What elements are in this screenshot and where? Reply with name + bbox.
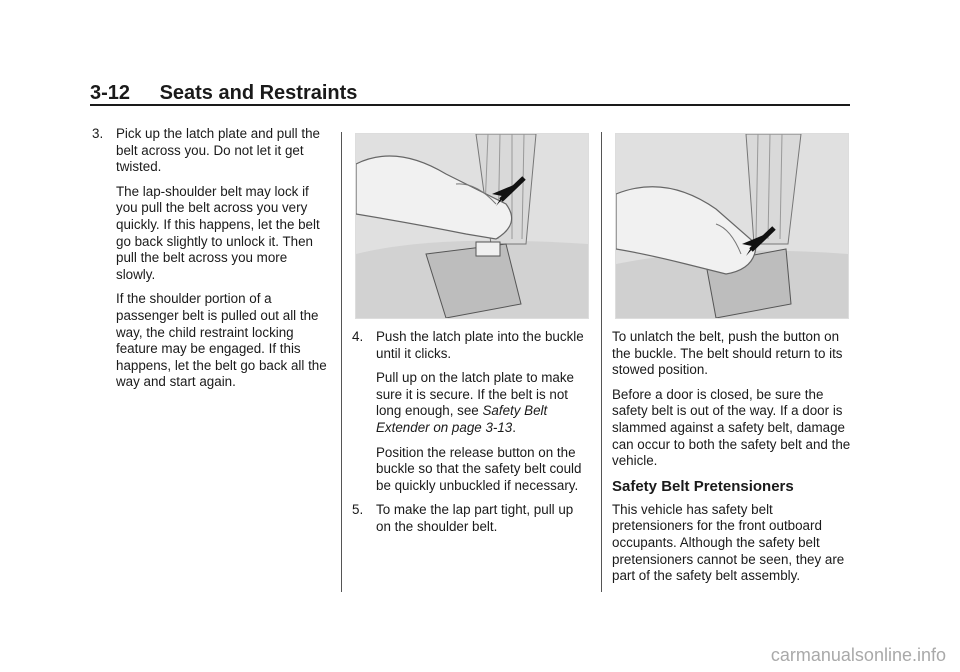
watermark-brand: carmanualsonline.info (770, 645, 946, 665)
step-4 (352, 329, 590, 362)
step-number: 5. (352, 502, 364, 518)
column-1 (92, 126, 330, 399)
step-text: Pick up the latch plate and pull the belt across you. Do not let it get twisted. (116, 126, 320, 175)
page-number: 3-12 (90, 82, 131, 104)
paragraph: The lap-shoulder belt may lock if you pull the belt across you very quickly. If this happens, let the belt go back slightly to unlock it. Then pull the belt across you more slowly. (116, 183, 320, 282)
paragraph: To unlatch the belt, push the button on the buckle. The belt should return to its stowed position. (612, 329, 843, 378)
section-heading: Safety Belt Pretensioners (612, 477, 794, 495)
paragraph: Position the release button on the buckle so that the safety belt could be quickly unbuckled if necessary. (376, 444, 582, 493)
paragraph: This vehicle has safety belt pretensioners for the front outboard occupants. Although the safety belt pretensioners cannot be seen, they are part of the safety belt assembly. (612, 501, 845, 584)
column-3 (612, 133, 852, 593)
column-divider (601, 132, 602, 592)
paragraph: Pull up on the latch plate to make sure it is secure. If the belt is not long enough, see Safety Belt Extender on page 3-13. (376, 370, 575, 435)
release-illustration (616, 134, 848, 318)
column-divider (341, 132, 342, 592)
section-title: Seats and Restraints (159, 82, 358, 104)
paragraph: If the shoulder portion of a passenger belt is pulled out all the way, the child restraint locking feature may be engaged. If this happens, let the belt go back all the way and start again. (116, 291, 327, 390)
release-button-figure (615, 133, 849, 319)
paragraph: Before a door is closed, be sure the safety belt is out of the way. If a door is slammed against a safety belt, damage can occur to both the safety belt and the vehicle. (612, 386, 851, 469)
step-text: Push the latch plate into the buckle until it clicks. (376, 329, 584, 361)
step-number: 3. (92, 126, 104, 141)
header-rule (90, 104, 850, 106)
step-3 (92, 126, 330, 176)
step-number: 4. (352, 329, 364, 344)
buckle-illustration (356, 134, 588, 318)
cross-reference-link[interactable]: Safety Belt Extender on page 3-13 (376, 403, 548, 435)
running-header (90, 82, 850, 105)
step-text: To make the lap part tight, pull up on the shoulder belt. (376, 502, 574, 534)
latch-plate-figure (355, 133, 589, 319)
column-2 (352, 133, 590, 544)
step-5 (352, 502, 590, 535)
